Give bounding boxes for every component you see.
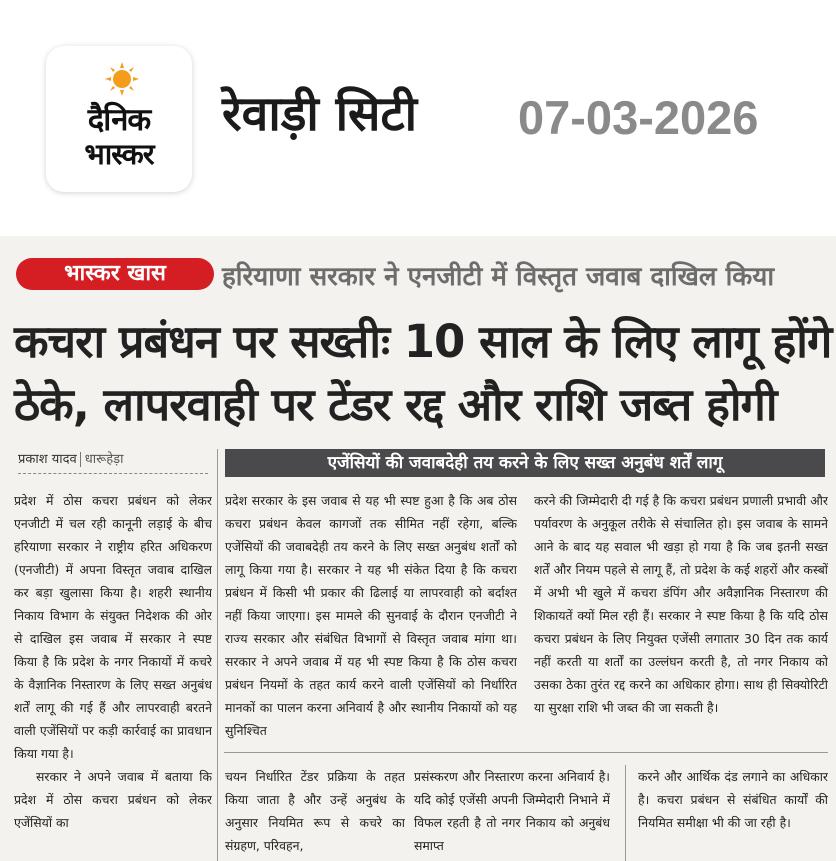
bhaskar-khas-badge: भास्कर खास (16, 258, 214, 290)
paragraph: सरकार ने अपने जवाब में बताया कि प्रदेश में ठोस कचरा प्रबंधन को लेकर एजेंसियों का (14, 769, 212, 830)
article-column-4 (225, 765, 405, 861)
headline-line-1: कचरा प्रबंधन पर सख्तीः 10 साल के लिए लागू होंगे (14, 315, 832, 368)
edition-date: 07-03-2026 (518, 91, 759, 144)
section-divider (224, 752, 828, 753)
dateline-place: धारूहेड़ा (80, 452, 124, 467)
article-column-3 (534, 489, 828, 744)
article-column-2 (225, 489, 517, 744)
paragraph: प्रदेश में ठोस कचरा प्रबंधन को लेकर एनजीटी में चल रही कानूनी लड़ाई के बीच हरियाणा सरकार ने राष्ट्रीय हरित अधिकरण (एनजीटी) में अपना विस्तृत जवाब दाखिल कर बड़ा खुलासा किया है। शहरी स्थानीय निकाय विभाग के संयुक्त निदेशक की ओर से दाखिल इस जवाब में सरकार ने स्पष्ट किया है कि प्रदेश के नगर निकायों में कचरे के वैज्ञानिक निस्तारण के लिए सख्त अनुबंध शर्तें लागू की गई हैं और लापरवाही बरतने वाली एजेंसियों पर कड़ी कार्रवाई का प्रावधान किया गया है। (14, 493, 212, 761)
city-title: रेवाड़ी सिटी (222, 86, 418, 142)
article-subhead: एजेंसियों की जवाबदेही तय करने के लिए सख्त अनुबंध शर्तें लागू (225, 449, 825, 477)
paragraph: प्रसंस्करण और निस्तारण करना अनिवार्य है। यदि कोई एजेंसी अपनी जिम्मेदारी निभाने में विफल रहती है तो नगर निकाय को अनुबंध समाप्त (414, 769, 610, 853)
paragraph: प्रदेश सरकार के इस जवाब से यह भी स्पष्ट हुआ है कि अब ठोस कचरा प्रबंधन केवल कागजों तक सीमित नहीं रहेगा, बल्कि एजेंसियों की जवाबदेही तय करने के लिए सख्त अनुबंध शर्तों को लागू किया गया है। सरकार ने यह भी संकेत दिया है कि कचरा प्रबंधन में किसी भी प्रकार की ढिलाई या लापरवाही को बर्दाश्त नहीं किया जाएगा। इस मामले की सुनवाई के दौरान एनजीटी ने राज्य सरकार और संबंधित विभागों से विस्तृत जवाब मांगा था। सरकार ने अपने जवाब में यह भी स्पष्ट किया है कि ठोस कचरा प्रबंधन नियमों के तहत कार्य करने वाली एजेंसियों को निर्धारित मानकों का पालन करना अनिवार्य है और स्थानीय निकायों को यह सुनिश्चित (225, 493, 517, 738)
paragraph: चयन निर्धारित टेंडर प्रक्रिया के तहत किया जाता है और उन्हें अनुबंध के अनुसार नियमित रूप से कचरे का संग्रहण, परिवहन, (225, 769, 405, 853)
article-column-5 (414, 765, 610, 861)
headline-line-2: ठेके, लापरवाही पर टेंडर रद्द और राशि जब्त होगी (14, 378, 777, 431)
author-name: प्रकाश यादव (18, 452, 77, 467)
sun-icon (105, 62, 139, 96)
article-column-6 (638, 765, 828, 861)
column-divider (625, 765, 626, 861)
logo-text-bhaskar: भास्कर (84, 137, 154, 171)
byline (18, 449, 208, 474)
article-column-1 (14, 489, 212, 861)
column-divider (217, 449, 218, 861)
paragraph: करने और आर्थिक दंड लगाने का अधिकार है। कचरा प्रबंधन से संबंधित कार्यों की नियमित समीक्षा भी की जा रही है। (638, 769, 828, 830)
paragraph: करने की जिम्मेदारी दी गई है कि कचरा प्रबंधन प्रणाली प्रभावी और पर्यावरण के अनुकूल तरीके से संचालित हो। इस जवाब के सामने आने के बाद यह सवाल भी खड़ा हो गया है कि जब इतनी सख्त शर्तें और नियम पहले से लागू हैं, तो प्रदेश के कई शहरों और कस्बों में अभी भी खुले में कचरा डंपिंग और अवैज्ञानिक निस्तारण की शिकायतें क्यों मिल रही हैं। सरकार ने स्पष्ट किया है कि यदि ठोस कचरा प्रबंधन के लिए नियुक्त एजेंसी लगातार 30 दिन तक कार्य नहीं करती या शर्तों का उल्लंघन करती है, तो नगर निकाय को उसका ठेका तुरंत रद्द करने का अधिकार होगा। साथ ही सिक्योरिटी या सुरक्षा राशि भी जब्त की जा सकती है। (534, 493, 828, 715)
dainik-bhaskar-logo[interactable] (46, 46, 192, 192)
logo-text-dainik: दैनिक (87, 102, 151, 138)
article-kicker: हरियाणा सरकार ने एनजीटी में विस्तृत जवाब दाखिल किया (222, 262, 775, 292)
app-header (0, 0, 836, 225)
